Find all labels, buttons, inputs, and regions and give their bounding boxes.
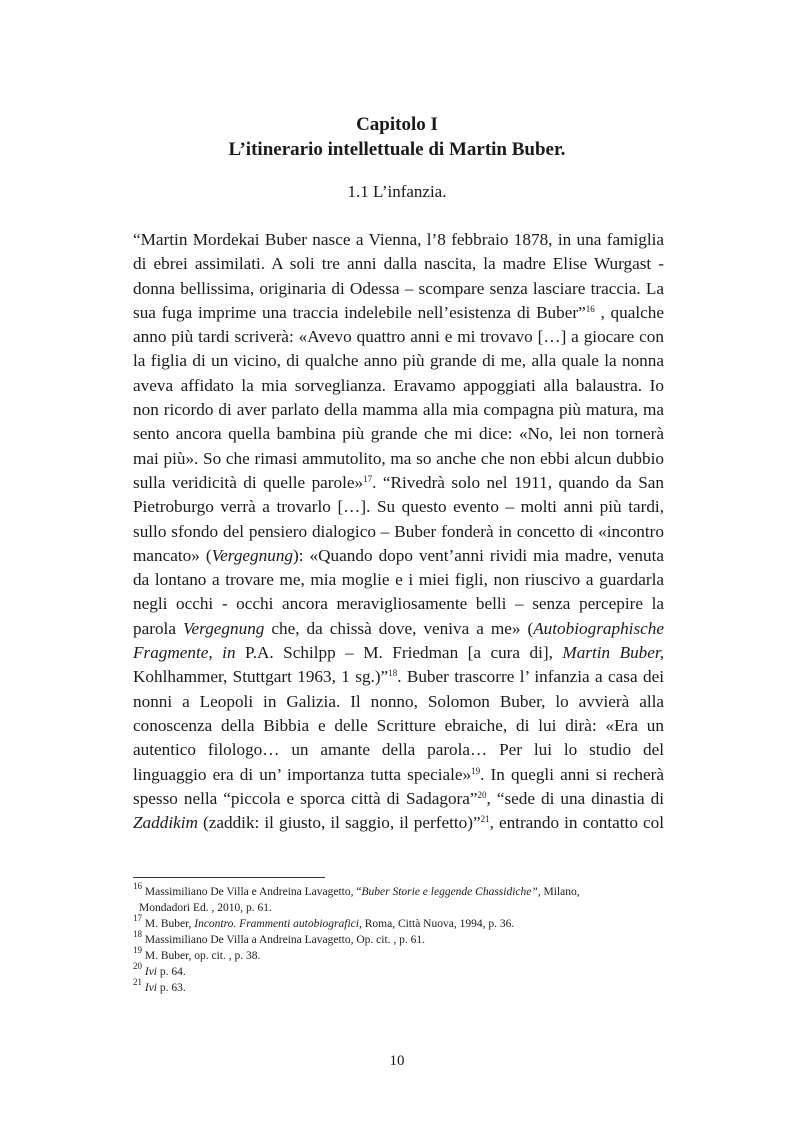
footnote-number: 16	[133, 881, 142, 891]
italic-term: Vergegnung	[211, 545, 294, 565]
text-run: Kohlhammer, Stuttgart 1963, 1 sg.)”	[133, 667, 389, 687]
section-title: 1.1 L’infanzia.	[347, 182, 447, 201]
text-run: . In quegli anni si recherà spesso nella “piccola e sporca città di Sadagora”	[133, 764, 664, 808]
footnote-text: Massimiliano De Villa a Andreina Lavagetto, Op. cit. , p. 61.	[142, 934, 426, 946]
footnote-ref-16: 16	[585, 303, 595, 314]
footnote-number: 20	[133, 961, 142, 971]
page-number: 10	[389, 1053, 405, 1069]
footnote-text: Milano,	[540, 886, 580, 898]
footnote-italic: Ivi	[144, 966, 158, 978]
footnote-italic: Ivi	[144, 982, 158, 994]
text-run: (zaddik: il giusto, il saggio, il perfetto)”	[197, 813, 481, 833]
footnote-text: Massimiliano De Villa e Andreina Lavagetto, “	[142, 886, 362, 898]
footnote-16	[133, 881, 661, 900]
footnote-17	[133, 913, 661, 932]
text-run: che, da chissà dove, veniva a me» (	[264, 618, 534, 638]
footnote-18	[133, 929, 661, 948]
text-run: , entrando in contatto col	[489, 813, 664, 833]
footnote-19	[133, 945, 661, 964]
footnote-16-continuation: Mondadori Ed. , 2010, p. 61.	[139, 902, 272, 914]
footnote-separator	[133, 877, 325, 878]
italic-title: Martin Buber,	[562, 643, 664, 663]
footnote-italic: Incontro. Frammenti autobiografici	[194, 918, 359, 930]
text-run: , qualche anno più tardi scriverà: «Avevo quattro anni e mi trovavo […] a giocare con la figlia di un vicino, di qualche anno più grande di me, alla quale la nonna aveva affidato la mia sorveglianza. Eravamo appoggiati alla balaustra. Io non ricordo di aver parlato della mamma alla mia compagna più matura, ma sento ancora quella bambina più grande che mi dice: «No, lei non tornerà mai più». So che rimasi ammutolito, ma so anche che non ebbi alcun dubbio sulla veridicità di quelle parole»	[133, 302, 664, 492]
chapter-heading	[133, 112, 661, 162]
footnote-number: 19	[133, 945, 142, 955]
footnote-text: p. 64.	[157, 966, 186, 978]
text-run: P.A. Schilpp – M. Friedman [a cura di],	[235, 643, 563, 663]
footnote-ref-18: 18	[388, 668, 398, 679]
footnote-21	[133, 977, 661, 996]
chapter-title: L’itinerario intellettuale di Martin Buber.	[228, 139, 566, 160]
text-run: , “sede di una dinastia di	[486, 788, 664, 808]
footnote-text: p. 63.	[157, 982, 186, 994]
footnote-number: 21	[133, 977, 142, 987]
footnote-ref-19: 19	[471, 765, 481, 776]
italic-title: Autobiographische Fragmente, in	[133, 618, 664, 663]
text-run: . “Rivedrà solo nel 1911, quando da San Pietroburgo verrà a trovarlo […]. Su questo evento – molti anni più tardi, sullo sfondo del pensiero dialogico – Buber fonderà in concetto di «incontro mancato» (	[133, 472, 664, 565]
footnote-ref-17: 17	[363, 473, 373, 484]
footnote-italic: Buber Storie e leggende Chassidiche”,	[361, 886, 541, 898]
footnote-20	[133, 961, 661, 980]
footnote-number: 17	[133, 913, 142, 923]
italic-term: Vergegnung	[182, 618, 265, 638]
text-run: “Martin Mordekai Buber nasce a Vienna, l’8 febbraio 1878, in una famiglia di ebrei assimilati. A soli tre anni dalla nascita, la madre Elise Wurgast - donna bellissima, originaria di Odessa – scompare senza lasciare traccia. La sua fuga imprime una traccia indelebile nell’esistenza di Buber”	[133, 230, 664, 322]
footnote-ref-21: 21	[480, 814, 490, 825]
footnote-text: , Roma, Città Nuova, 1994, p. 36.	[358, 918, 515, 930]
italic-term: Zaddikim	[133, 813, 198, 833]
footnote-number: 18	[133, 929, 142, 939]
footnotes	[133, 881, 661, 996]
footnote-text: M. Buber,	[142, 918, 195, 930]
text-run: . Buber trascorre l’ infanzia a casa dei nonni a Leopoli in Galizia. Il nonno, Solomon Buber, lo avvierà alla conoscenza della Bibbia e delle Scritture ebraiche, di lui dirà: «Era un autentico filologo… un amante della parola… Per lui lo studio del linguaggio era di un’ importanza tutta speciale»	[133, 667, 664, 784]
body-paragraph	[133, 228, 664, 835]
footnote-text: M. Buber, op. cit. , p. 38.	[142, 950, 261, 962]
text-run: ): «Quando dopo vent’anni rividi mia madre, venuta da lontano a trovare me, mia moglie e i miei figli, non riuscivo a guardarla negli occhi - occhi ancora meravigliosamente belli – senza percepire la parola	[133, 545, 664, 638]
chapter-number: Capitolo I	[356, 114, 438, 135]
footnote-ref-20: 20	[477, 789, 487, 800]
